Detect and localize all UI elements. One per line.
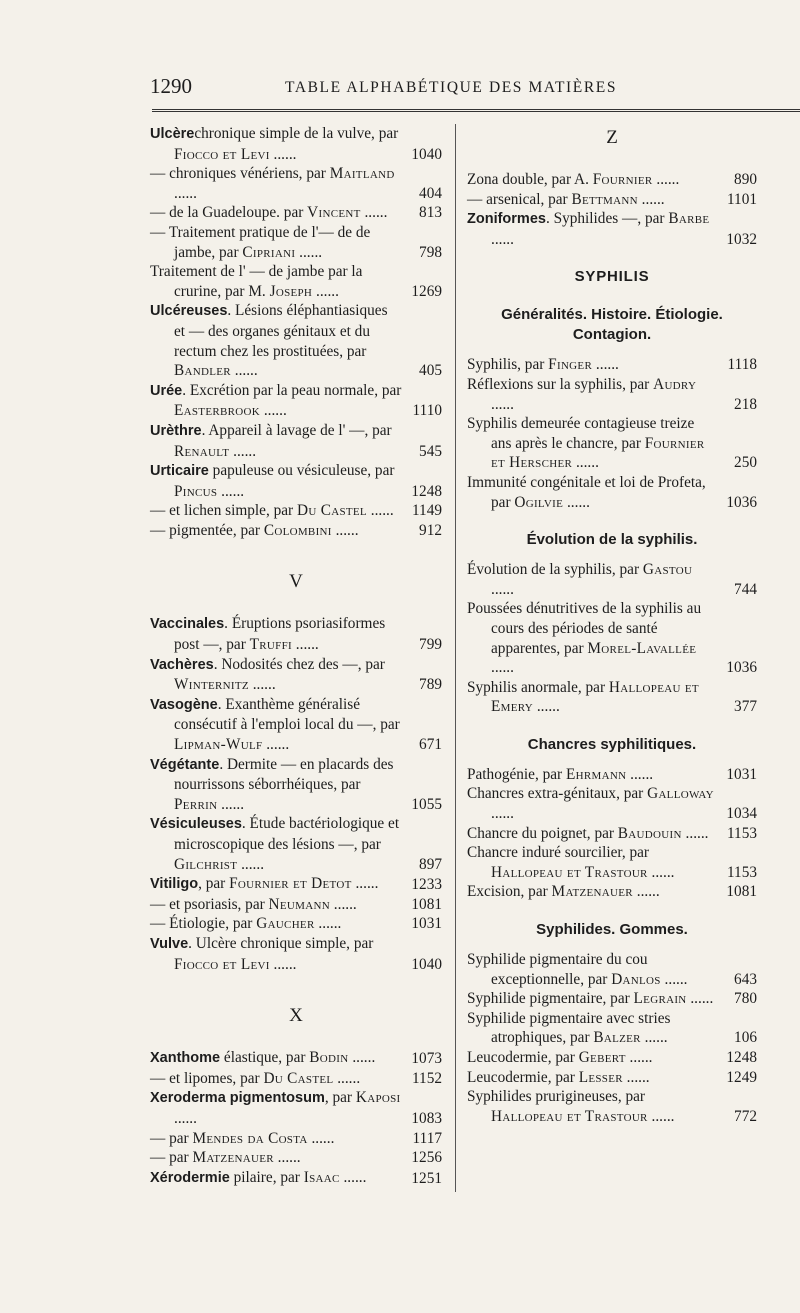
entry-text: Poussées dénutritives de la syphilis au cours des périodes de santé apparentes, par [467, 600, 702, 657]
entry-text: . Étude bactériologique et microscopique des lésions —, par [174, 815, 400, 853]
entry-text: . Appareil à lavage de l' —, par [201, 421, 392, 439]
index-entry [150, 1048, 442, 1069]
entry-text: . Ulcère chronique simple, par [188, 934, 374, 952]
leader-dots: ...... [269, 145, 297, 163]
entry-page-number: 1036 [726, 659, 757, 677]
entry-text: Leucodermie, par [467, 1068, 579, 1086]
entry-page-number: 1031 [726, 765, 757, 783]
entry-author: Fiocco et Levi [174, 145, 270, 163]
entry-page-number: 744 [734, 580, 757, 598]
entry-author: Renault [174, 442, 230, 460]
entry-author: Perrin [174, 795, 218, 813]
leader-dots: ...... [637, 190, 665, 208]
leader-dots: ...... [314, 915, 342, 933]
index-entry [467, 882, 757, 902]
index-entry [467, 1048, 757, 1068]
entry-page-number: 890 [734, 171, 757, 188]
entry-headword: Ulcéreuses [150, 303, 228, 320]
entry-page-number: 1117 [412, 1129, 442, 1147]
entry-page-number: 1152 [411, 1069, 442, 1087]
entry-page-number: 1256 [411, 1149, 442, 1167]
leader-dots: ...... [632, 883, 660, 901]
entry-headword: Urticaire [150, 463, 209, 480]
entry-text: pilaire, par [229, 1168, 304, 1186]
index-entry [467, 1009, 757, 1048]
entry-text: Évolution de la syphilis, par [467, 561, 643, 579]
index-letter: X [289, 1005, 303, 1027]
entry-author: Matzenauer [551, 883, 633, 901]
leader-dots: ...... [622, 1068, 650, 1086]
section-title: Évolution de la syphilis. [526, 531, 698, 549]
entry-text: — et lipomes, par [150, 1069, 264, 1087]
entry-author: Legrain [633, 990, 687, 1008]
leader-dots: ...... [533, 698, 560, 716]
entry-author: Morel-Lavallée [587, 639, 697, 657]
index-entry [467, 473, 757, 512]
entry-text: Syphilis anormale, par [467, 678, 609, 696]
leader-dots: ...... [572, 454, 599, 472]
entry-text: — par [150, 1149, 193, 1167]
entry-page-number: 1233 [411, 876, 442, 894]
leader-dots: ...... [351, 875, 379, 893]
leader-dots: ...... [626, 765, 654, 783]
entry-page-number: 1248 [726, 1049, 757, 1066]
entry-author: Lipman-Wulf [174, 736, 263, 754]
leader-dots: ...... [333, 1069, 361, 1087]
leader-dots: ...... [640, 1029, 668, 1047]
right-column [467, 124, 757, 1126]
index-entry [467, 784, 757, 823]
entry-text: , par [324, 1089, 356, 1107]
entry-author: Gebert [578, 1049, 626, 1066]
entry-text: — et lichen simple, par [150, 502, 297, 520]
index-entry [150, 914, 442, 934]
entry-text: Syphilide pigmentaire avec stries atrophiques, par [467, 1009, 671, 1047]
entry-author: Du Castel [296, 502, 367, 520]
index-entry [150, 301, 442, 380]
entry-text: . Exanthème généralisé consécutif à l'emploi local du —, par [174, 695, 400, 734]
entry-headword: Zoniformes [467, 211, 546, 228]
entry-author: Fiocco et Levi [174, 955, 270, 973]
index-entry [150, 203, 442, 223]
entry-headword: Xeroderma pigmentosum [150, 1090, 325, 1107]
index-entry [150, 124, 442, 164]
entry-page-number: 1110 [412, 402, 442, 420]
entry-author: Fournier [592, 171, 653, 188]
entry-author: Finger [548, 356, 593, 374]
entry-page-number: 1153 [726, 863, 757, 881]
entry-page-number: 772 [734, 1107, 757, 1125]
entry-author: Cipriani [242, 243, 296, 261]
entry-headword: Végétante [150, 756, 220, 773]
entry-author: Danlos [611, 970, 661, 988]
entry-author: Winternitz [174, 676, 249, 694]
entry-page-number: 1040 [411, 145, 442, 163]
index-entry [150, 1168, 442, 1189]
leader-dots: ...... [348, 1049, 376, 1067]
entry-headword: Vaccinales [150, 616, 225, 633]
entry-author: Bettmann [571, 190, 638, 208]
entry-author: Hallopeau et Trastour [491, 1107, 648, 1125]
leader-dots: ...... [229, 442, 257, 460]
entry-author: Fournier et Detot [229, 875, 352, 893]
section-title: SYPHILIS [574, 268, 650, 286]
entry-page-number: 799 [419, 636, 442, 654]
index-entry [150, 164, 442, 203]
leader-dots: ...... [339, 1168, 367, 1186]
index-entry [467, 950, 757, 989]
index-entry [150, 655, 442, 695]
entry-text: papuleuse ou vésiculeuse, par [208, 462, 395, 480]
entry-author: Balzer [593, 1029, 641, 1047]
index-entry [150, 874, 442, 895]
entry-headword: Vitiligo [150, 876, 199, 893]
entry-page-number: 1032 [726, 230, 757, 248]
entry-author: Pincus [174, 482, 218, 500]
entry-author: Easterbrook [174, 402, 260, 420]
section-title: Chancres syphilitiques. [527, 735, 697, 753]
entry-text: Leucodermie, par [467, 1049, 579, 1066]
entry-author: Vincent [307, 204, 361, 222]
entry-page-number: 897 [419, 855, 442, 873]
entry-page-number: 1149 [411, 502, 442, 520]
entry-page-number: 545 [419, 442, 442, 460]
entry-page-number: 1040 [411, 955, 442, 973]
header-rule [152, 109, 800, 112]
leader-dots: ...... [291, 636, 319, 654]
entry-text: Syphilis demeurée contagieuse treize ans après le chancre, par [467, 415, 695, 452]
index-letter: Z [606, 127, 618, 148]
leader-dots: ...... [174, 1109, 197, 1127]
leader-dots: ...... [217, 482, 245, 500]
index-entry [467, 1087, 757, 1126]
leader-dots: ...... [262, 736, 290, 754]
entry-author: Neumann [268, 895, 330, 913]
entry-text: . Dermite — en placards des nourrissons séborrhéiques, par [174, 755, 394, 794]
index-entry [467, 599, 757, 677]
entry-page-number: 1249 [726, 1068, 757, 1086]
index-entry [467, 765, 757, 785]
index-entry [150, 814, 442, 874]
entry-author: Mendes da Costa [192, 1129, 308, 1147]
entry-page-number: 106 [734, 1029, 757, 1047]
index-entry [150, 461, 442, 501]
leader-dots: ...... [295, 243, 323, 261]
entry-text: chronique simple de la vulve, par [194, 125, 399, 142]
entry-page-number: 780 [734, 990, 757, 1008]
leader-dots: ...... [273, 1149, 301, 1167]
index-entry [150, 421, 442, 461]
entry-page-number: 250 [734, 454, 757, 472]
entry-page-number: 798 [419, 243, 442, 261]
entry-headword: Ulcère [150, 126, 195, 142]
index-entry [150, 223, 442, 262]
entry-page-number: 643 [734, 970, 757, 988]
leader-dots: ...... [269, 955, 297, 973]
leader-dots: ...... [329, 895, 357, 913]
leader-dots: ...... [681, 824, 709, 842]
index-entry [467, 824, 757, 844]
section-title: Généralités. Histoire. Étiologie. Contagion. [501, 306, 723, 344]
entry-page-number: 1153 [726, 824, 757, 842]
entry-page-number: 1251 [411, 1169, 442, 1187]
entry-text: Syphilides prurigineuses, par [467, 1088, 646, 1106]
index-entry [467, 1068, 757, 1088]
entry-page-number: 1081 [726, 883, 757, 901]
page-header [150, 74, 800, 104]
entry-headword: Vasogène [150, 696, 218, 713]
entry-text: Zona double, par A. [467, 171, 593, 188]
entry-headword: Vulve [150, 935, 189, 952]
index-entry [150, 501, 442, 521]
entry-page-number: 789 [419, 676, 442, 694]
leader-dots: ...... [592, 356, 619, 374]
entry-text: Réflexions sur la syphilis, par [467, 375, 654, 393]
leader-dots: ...... [312, 282, 339, 300]
entry-text: — Traitement pratique de l'— de de jambe, par [150, 223, 371, 261]
entry-text: élastique, par [220, 1049, 310, 1067]
entry-page-number: 404 [419, 184, 442, 202]
entry-author: Fournier et Herscher [491, 434, 705, 472]
entry-author: Joseph [269, 282, 313, 300]
entry-author: Gaucher [256, 915, 315, 933]
index-entry [150, 1069, 442, 1089]
entry-text: . Syphilides —, par [545, 210, 669, 228]
entry-page-number: 813 [419, 204, 442, 222]
entry-headword: Xérodermie [150, 1169, 230, 1186]
entry-author: Baudouin [617, 824, 682, 842]
leader-dots: ...... [307, 1129, 335, 1147]
leader-dots: ...... [652, 171, 680, 188]
entry-page-number: 1036 [726, 493, 757, 511]
entry-author: Hallopeau et Trastour [491, 863, 648, 881]
leader-dots: ...... [174, 184, 197, 202]
leader-dots: ...... [360, 204, 388, 222]
entry-text: . Lésions éléphantiasiques et — des organes génitaux et du rectum chez les prostituées, par [174, 302, 388, 360]
entry-headword: Vésiculeuses [150, 816, 242, 833]
entry-headword: Urèthre [150, 422, 202, 439]
page-number: 1290 [150, 74, 192, 98]
entry-text: — et psoriasis, par [150, 895, 269, 913]
entry-text: — pigmentée, par [150, 521, 264, 539]
entry-text: Pathogénie, par [467, 765, 566, 783]
entry-page-number: 1055 [411, 795, 442, 813]
entry-headword: Xanthome [150, 1050, 221, 1067]
leader-dots: ...... [647, 1107, 675, 1125]
entry-author: Maitland [329, 165, 395, 183]
leader-dots: ...... [491, 580, 514, 598]
entry-author: Lesser [578, 1068, 623, 1086]
index-entry [467, 170, 757, 190]
leader-dots: ...... [563, 493, 590, 511]
entry-author: Hallopeau et Emery [491, 678, 699, 716]
section-title: Syphilides. Gommes. [536, 921, 688, 939]
entry-author: Ehrmann [565, 765, 627, 783]
leader-dots: ...... [491, 230, 514, 248]
index-letter: V [289, 571, 303, 593]
index-entry [150, 381, 442, 421]
left-column [150, 124, 442, 1188]
index-entry [467, 209, 757, 249]
entry-author: Galloway [647, 785, 714, 803]
entry-text: Traitement de l' — de jambe par la crurine, par M. [150, 263, 363, 300]
entry-author: Kaposi [355, 1089, 401, 1107]
entry-text: , par [198, 875, 230, 893]
index-entry [467, 989, 757, 1009]
entry-page-number: 405 [419, 362, 442, 380]
leader-dots: ...... [237, 855, 265, 873]
index-entry [467, 414, 757, 473]
entry-page-number: 1034 [726, 805, 757, 823]
entry-page-number: 1101 [726, 190, 757, 208]
entry-text: Syphilis, par [467, 356, 549, 374]
entry-text: — par [150, 1129, 193, 1147]
entry-author: Bodin [309, 1049, 349, 1067]
entry-text: . Excrétion par la peau normale, par [182, 381, 402, 399]
entry-text: — de la Guadeloupe. par [150, 204, 308, 222]
index-entry [150, 1129, 442, 1149]
index-entry [150, 1148, 442, 1168]
entry-page-number: 1118 [727, 356, 757, 374]
entry-page-number: 1081 [411, 895, 442, 913]
entry-page-number: 377 [734, 698, 757, 716]
entry-author: Bandler [174, 362, 231, 380]
leader-dots: ...... [491, 395, 514, 413]
entry-text: — chroniques vénériens, par [150, 165, 330, 183]
entry-author: Ogilvie [514, 493, 564, 511]
entry-author: Barbe [668, 210, 710, 228]
index-entry [150, 1088, 442, 1128]
leader-dots: ...... [217, 795, 245, 813]
entry-author: Audry [653, 375, 697, 393]
entry-author: Isaac [303, 1168, 340, 1186]
leader-dots: ...... [660, 970, 688, 988]
leader-dots: ...... [625, 1049, 653, 1066]
entry-author: Truffi [249, 636, 292, 654]
entry-text: Chancres extra-génitaux, par [467, 785, 648, 803]
entry-author: Colombini [263, 521, 332, 539]
column-divider [455, 124, 456, 1192]
index-entry [467, 355, 757, 375]
entry-page-number: 218 [734, 395, 757, 413]
index-entry [150, 262, 442, 301]
entry-text: — arsenical, par [467, 190, 572, 208]
leader-dots: ...... [491, 659, 514, 677]
entry-page-number: 1269 [411, 282, 442, 300]
leader-dots: ...... [366, 502, 394, 520]
index-entry [150, 934, 442, 974]
entry-author: Du Castel [263, 1069, 334, 1087]
leader-dots: ...... [647, 863, 675, 881]
entry-page-number: 1073 [411, 1050, 442, 1068]
entry-page-number: 671 [419, 736, 442, 754]
entry-page-number: 1031 [411, 915, 442, 933]
leader-dots: ...... [230, 362, 258, 380]
entry-text: Chancre du poignet, par [467, 824, 618, 842]
entry-text: Syphilide pigmentaire du cou exceptionnelle, par [467, 951, 648, 988]
index-entry [150, 895, 442, 915]
entry-text: Syphilide pigmentaire, par [467, 990, 634, 1008]
entry-text: . Nodosités chez des —, par [213, 655, 385, 673]
index-entry [150, 614, 442, 654]
entry-text: Chancre induré sourcilier, par [467, 844, 650, 862]
index-entry [150, 755, 442, 815]
leader-dots: ...... [491, 805, 514, 823]
leader-dots: ...... [260, 402, 287, 420]
running-title: TABLE ALPHABÉTIQUE DES MATIÈRES [285, 79, 618, 96]
leader-dots: ...... [686, 990, 714, 1008]
entry-page-number: 1248 [411, 482, 442, 500]
entry-text: . Éruptions psoriasiformes post —, par [174, 615, 386, 654]
entry-headword: Urée [150, 382, 183, 399]
index-entry [150, 521, 442, 541]
entry-author: Matzenauer [192, 1149, 274, 1167]
entry-author: Gilchrist [174, 855, 238, 873]
leader-dots: ...... [248, 676, 276, 694]
entry-headword: Vachères [150, 656, 214, 673]
index-entry [467, 843, 757, 882]
entry-page-number: 912 [419, 521, 442, 539]
index-entry [467, 678, 757, 717]
entry-author: Gastou [642, 561, 693, 579]
leader-dots: ...... [331, 521, 359, 539]
entry-text: Excision, par [467, 883, 552, 901]
index-entry [150, 695, 442, 755]
entry-page-number: 1083 [411, 1109, 442, 1127]
index-entry [467, 190, 757, 210]
index-entry [467, 560, 757, 599]
entry-text: Immunité congénitale et loi de Profeta, par [467, 473, 706, 511]
entry-text: — Étiologie, par [150, 915, 257, 933]
index-entry [467, 375, 757, 414]
